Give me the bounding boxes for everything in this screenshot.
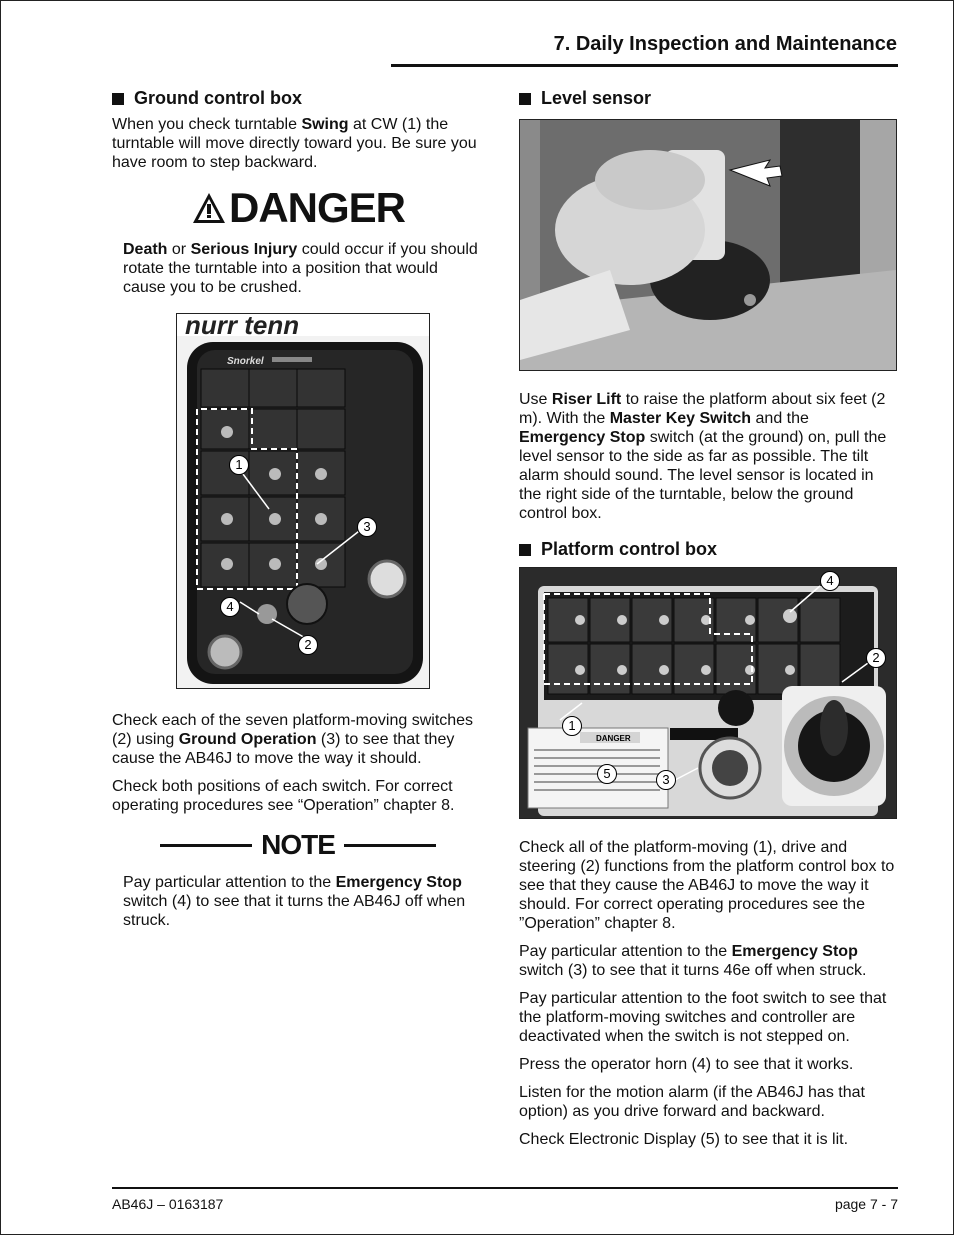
callout-2: 2 xyxy=(866,648,886,668)
section-heading-platform-control-box: Platform control box xyxy=(519,539,899,560)
level-sensor-photo xyxy=(519,119,897,371)
note-banner: NOTE xyxy=(112,829,484,861)
callout-4: 4 xyxy=(220,597,240,617)
platform-control-box-illustration xyxy=(520,568,896,818)
bullet-square-icon xyxy=(519,544,531,556)
note-text: Pay particular attention to the Emergency Stop switch (4) to see that it turns the AB46J off when struck. xyxy=(123,874,466,929)
svg-text:Snorkel: Snorkel xyxy=(227,356,264,367)
motion-alarm-text: Listen for the motion alarm (if the AB46J has that option) as you drive forward and backward. xyxy=(519,1084,865,1120)
callout-2: 2 xyxy=(298,635,318,655)
ground-control-intro: When you check turntable Swing at CW (1) the turntable will move directly toward you. Be sure you have room to step backward. xyxy=(112,116,477,171)
note-rule-right xyxy=(344,844,436,847)
note-rule-left xyxy=(160,844,252,847)
right-column xyxy=(519,88,899,1158)
callout-3: 3 xyxy=(656,770,676,790)
level-sensor-text: Use Riser Lift to raise the platform about six feet (2 m). With the Master Key Switch and the Emergency Stop switch (at the ground) on, pull the level sensor to the side as far as possible. The tilt alarm should sound. The level sensor is located in the right side of the turntable, below the ground control box. xyxy=(519,391,887,522)
level-sensor-illustration xyxy=(520,120,896,370)
bullet-square-icon xyxy=(112,93,124,105)
callout-5: 5 xyxy=(597,764,617,784)
electronic-display-text: Check Electronic Display (5) to see that it is lit. xyxy=(519,1131,849,1148)
section-heading-ground-control-box: Ground control box xyxy=(112,88,484,109)
section-heading-level-sensor: Level sensor xyxy=(519,88,899,109)
footer-rule xyxy=(112,1187,898,1189)
check-switch-positions: Check both positions of each switch. For correct operating procedures see “Operation” chapter 8. xyxy=(112,778,455,814)
callout-1: 1 xyxy=(229,455,249,475)
platform-functions-text: Check all of the platform-moving (1), drive and steering (2) functions from the platform control box to see that they cause the AB46J to move the way it should. For correct operating procedures see the ”Operation” chapter 8. xyxy=(519,839,895,932)
foot-switch-text: Pay particular attention to the foot switch to see that the platform-moving switches and controller are deactivated when the switch is not stepped on. xyxy=(519,990,887,1045)
ground-control-box-photo xyxy=(176,313,430,689)
callout-3: 3 xyxy=(357,517,377,537)
bullet-square-icon xyxy=(519,93,531,105)
callout-4: 4 xyxy=(820,571,840,591)
danger-text: Death or Serious Injury could occur if you should rotate the turntable into a position that would cause you to be crushed. xyxy=(123,241,478,296)
footer-model: AB46J – 0163187 xyxy=(112,1196,224,1212)
emergency-stop-text: Pay particular attention to the Emergency Stop switch (3) to see that it turns 46e off when struck. xyxy=(519,943,867,979)
callout-1: 1 xyxy=(562,716,582,736)
footer-page-number: page 7 - 7 xyxy=(834,1196,898,1212)
platform-control-box-photo xyxy=(519,567,897,819)
check-platform-switches: Check each of the seven platform-moving switches (2) using Ground Operation (3) to see that they cause the AB46J to move the way it should. xyxy=(112,712,474,767)
danger-banner: DANGER xyxy=(112,184,484,232)
left-column xyxy=(112,88,484,939)
svg-text:DANGER: DANGER xyxy=(596,734,631,743)
warning-triangle-icon xyxy=(191,191,227,225)
svg-text:nurr tenn: nurr tenn xyxy=(185,314,300,340)
page-header-title: 7. Daily Inspection and Maintenance xyxy=(553,33,897,55)
horn-text: Press the operator horn (4) to see that it works. xyxy=(519,1056,854,1073)
header-rule xyxy=(391,64,898,67)
ground-control-box-illustration xyxy=(177,314,429,688)
